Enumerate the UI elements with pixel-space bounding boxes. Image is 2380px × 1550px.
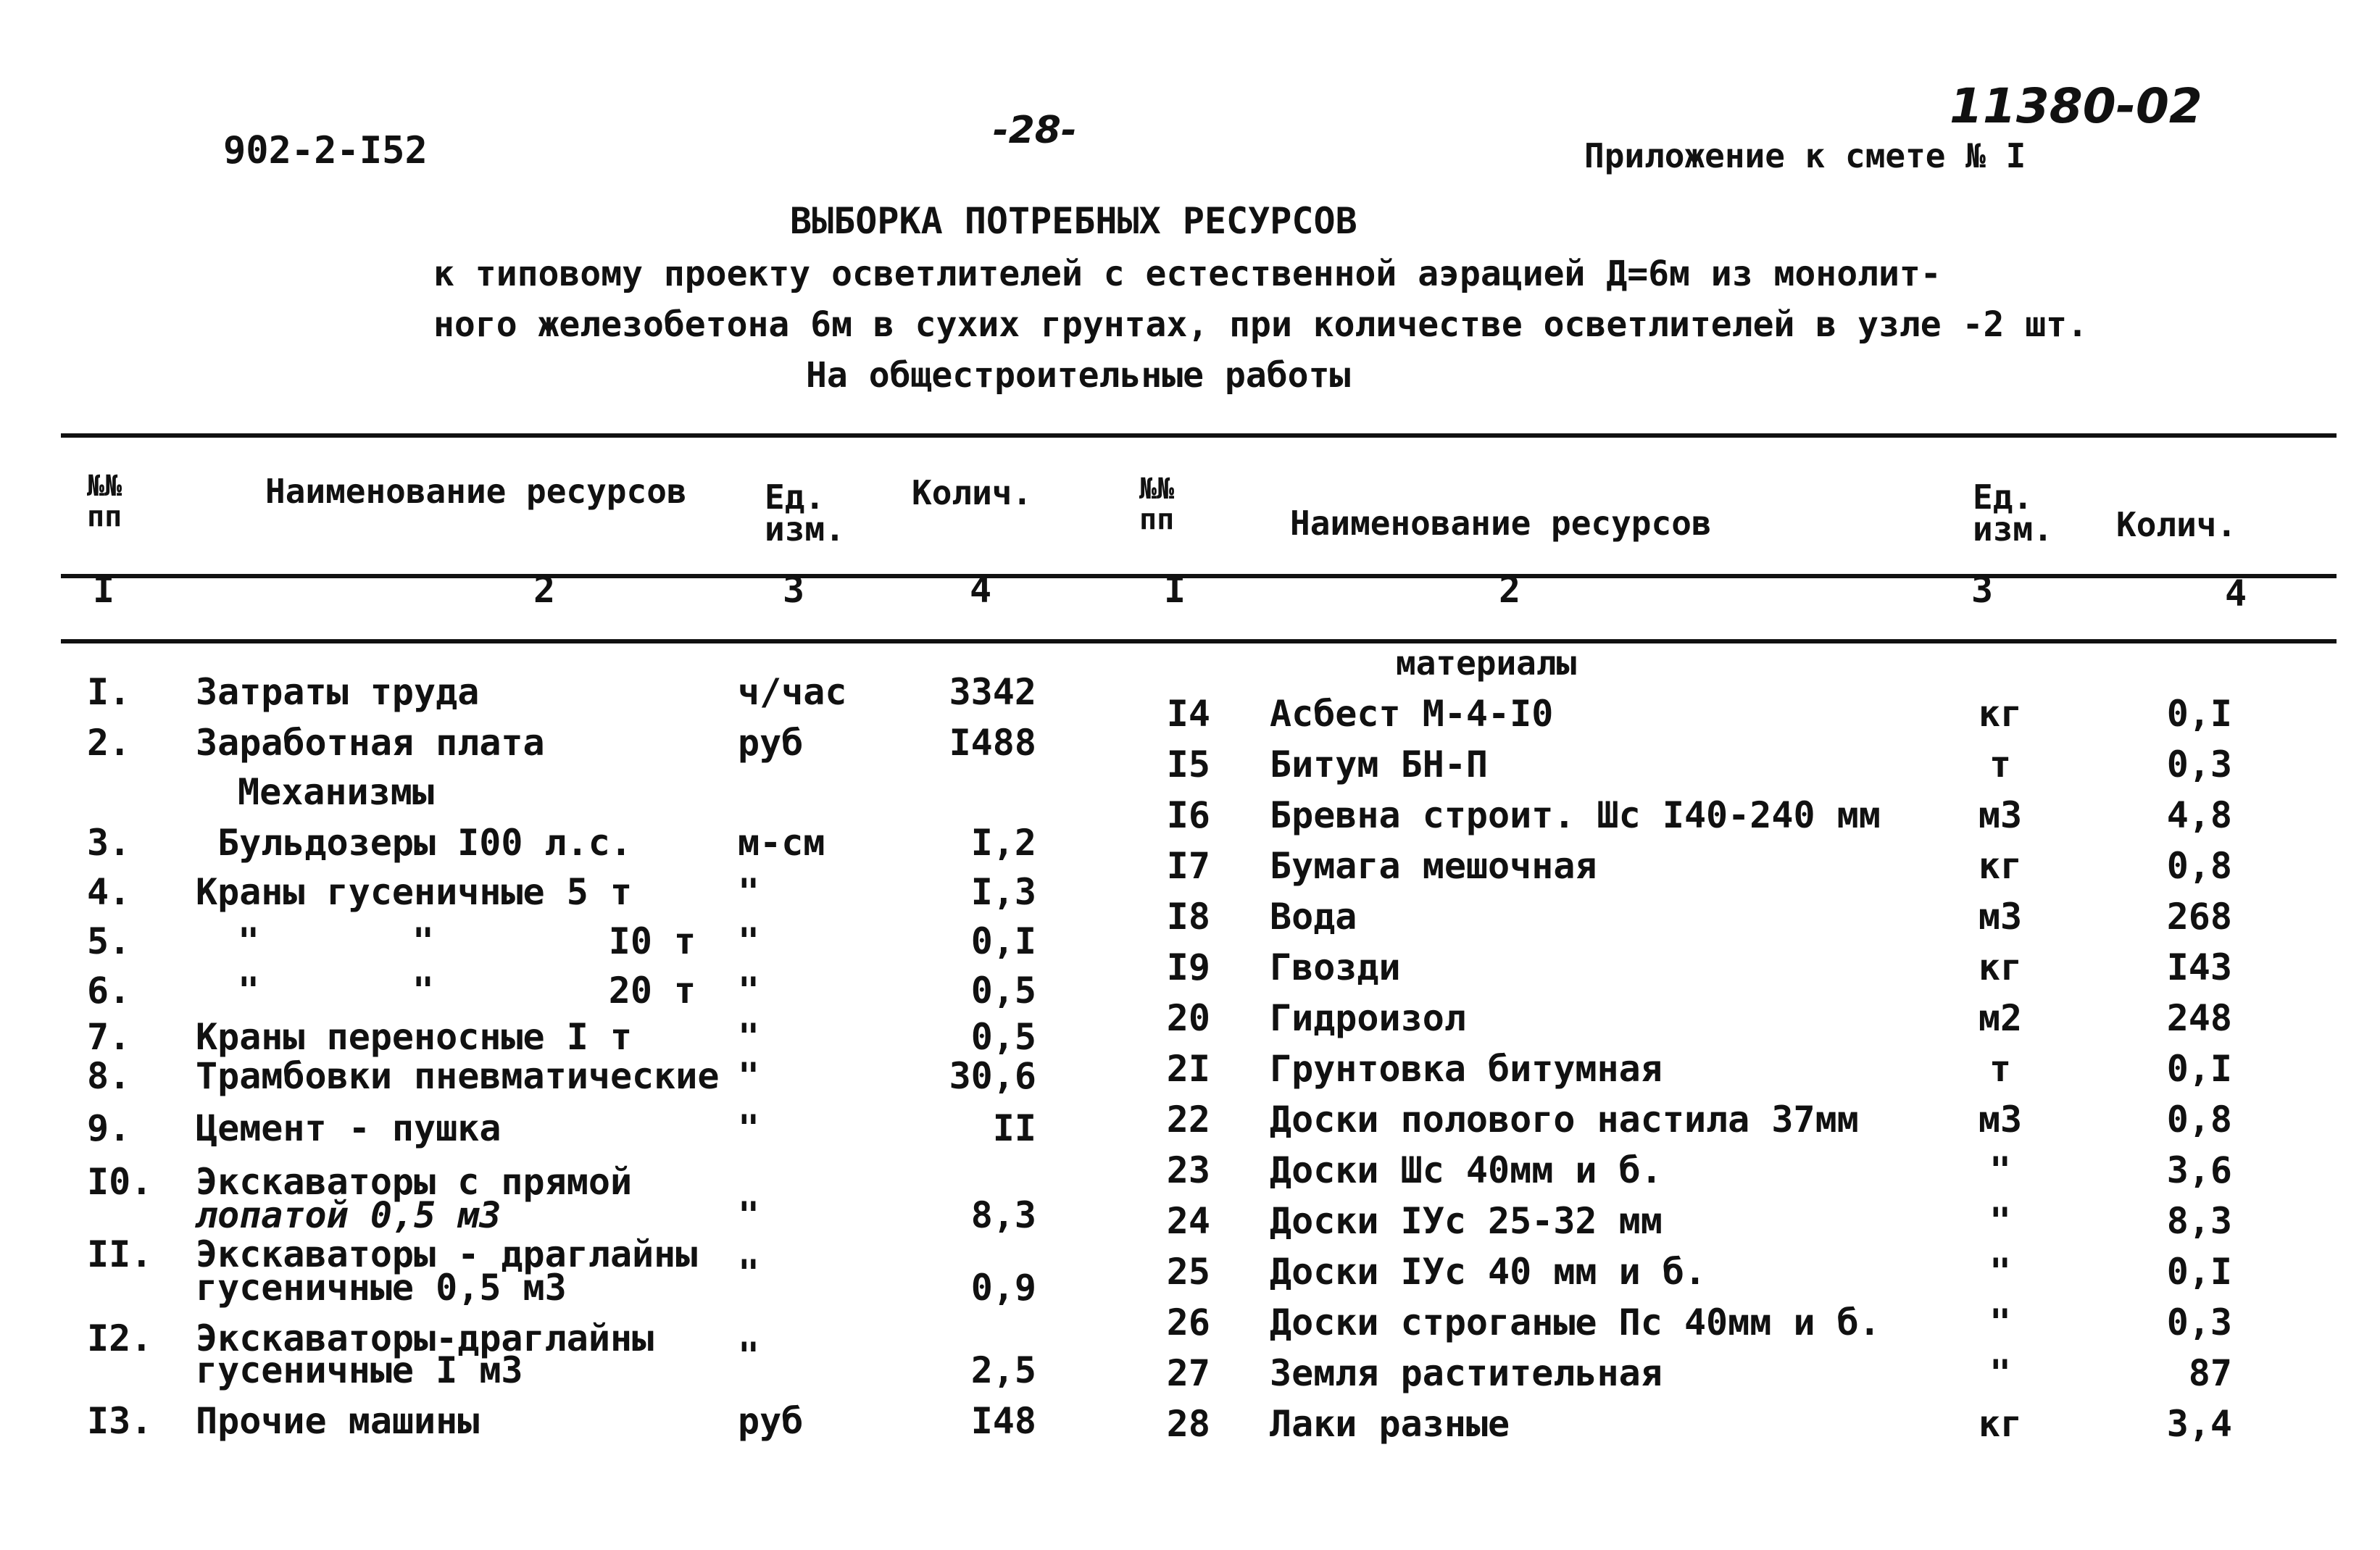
right-unit-header: Ед. изм.	[1973, 478, 2053, 549]
resource-name: " " I0 т	[238, 920, 696, 962]
row-number: 2.	[87, 722, 131, 764]
handwritten-stamp: 11380-02	[1950, 78, 2202, 134]
row-number: 24	[1166, 1200, 1210, 1242]
table-top-rule	[61, 433, 2337, 438]
resource-name: Бумага мешочная	[1270, 845, 1597, 887]
quantity: 0,I	[970, 920, 1036, 962]
unit: "	[1989, 1149, 2012, 1191]
col-number-left-4: 4	[970, 569, 992, 611]
unit: руб	[738, 722, 804, 764]
unit: кг	[1978, 946, 2023, 988]
col-number-right-4: 4	[2225, 572, 2247, 614]
row-number: 23	[1166, 1149, 1210, 1191]
col-number-right-1: I	[1164, 569, 1186, 611]
resource-name-cont: лопатой 0,5 м3	[196, 1194, 502, 1236]
unit: "	[738, 1335, 760, 1377]
quantity: 3,4	[2166, 1403, 2232, 1445]
resource-name: Бульдозеры I00 л.с.	[217, 822, 632, 864]
resource-name: Доски Шс 40мм и б.	[1270, 1149, 1663, 1191]
unit: "	[738, 1016, 760, 1058]
row-number: I2.	[87, 1317, 153, 1359]
quantity: 3,6	[2166, 1149, 2232, 1191]
quantity: II	[992, 1107, 1036, 1149]
section-heading: Механизмы	[238, 771, 434, 813]
quantity: 0,I	[2166, 1251, 2232, 1293]
row-number: I.	[87, 671, 131, 713]
row-number: 2I	[1166, 1048, 1210, 1090]
quantity: 8,3	[2166, 1200, 2232, 1242]
row-number: 3.	[87, 822, 131, 864]
unit: "	[1989, 1301, 2012, 1343]
subtitle-line-3: На общестроительные работы	[806, 355, 1351, 396]
resource-name: Бревна строит. Шс I40-240 мм	[1270, 794, 1881, 836]
quantity: 248	[2166, 997, 2232, 1039]
quantity: 30,6	[949, 1055, 1036, 1097]
row-number: I7	[1166, 845, 1210, 887]
page-number: -28-	[993, 109, 1077, 152]
row-number: I3.	[87, 1400, 153, 1442]
subtitle-line-2: ного железобетона 6м в сухих грунтах, при количестве осветлителей в узле -2 шт.	[433, 304, 2088, 345]
row-number: 26	[1166, 1301, 1210, 1343]
unit: руб	[738, 1400, 804, 1442]
quantity: 0,I	[2166, 1048, 2232, 1090]
resource-name: Доски IУс 40 мм и б.	[1270, 1251, 1707, 1293]
row-number: 7.	[87, 1016, 131, 1058]
unit: т	[1989, 743, 2012, 786]
resource-name: Грунтовка битумная	[1270, 1048, 1663, 1090]
unit: кг	[1978, 845, 2023, 887]
quantity: 87	[2188, 1352, 2232, 1394]
unit: м-см	[738, 822, 825, 864]
row-number: I6	[1166, 794, 1210, 836]
resource-name: Затраты труда	[196, 671, 480, 713]
resource-name: Краны переносные I т	[196, 1016, 633, 1058]
unit: "	[1989, 1352, 2012, 1394]
quantity: 3342	[949, 671, 1036, 713]
resource-name: Доски полового настила 37мм	[1270, 1099, 1859, 1141]
resource-name-cont: гусеничные 0,5 м3	[196, 1267, 567, 1309]
row-number: I9	[1166, 946, 1210, 988]
right-name-header: Наименование ресурсов	[1290, 504, 1712, 543]
quantity: 2,5	[970, 1349, 1036, 1391]
appendix-label: Приложение к смете № I	[1584, 136, 2026, 175]
subtitle-line-1: к типовому проекту осветлителей с естественной аэрацией Д=6м из монолит-	[433, 254, 1942, 294]
resource-name: Прочие машины	[196, 1400, 480, 1442]
row-number: 27	[1166, 1352, 1210, 1394]
quantity: 0,8	[2166, 845, 2232, 887]
right-qty-header: Колич.	[2116, 505, 2237, 544]
unit: ч/час	[738, 671, 847, 713]
resource-name-cont: гусеничные I м3	[196, 1349, 523, 1391]
quantity: 268	[2166, 896, 2232, 938]
row-number: II.	[87, 1233, 153, 1275]
unit: "	[1989, 1251, 2012, 1293]
quantity: 0,5	[970, 970, 1036, 1012]
col-number-left-2: 2	[533, 569, 556, 611]
resource-name: Земля растительная	[1270, 1352, 1663, 1394]
left-unit-header: Ед. изм.	[765, 478, 845, 549]
row-number: 5.	[87, 920, 131, 962]
resource-name: Трамбовки пневматические	[196, 1055, 720, 1097]
row-number: 6.	[87, 970, 131, 1012]
resource-name: Доски IУс 25-32 мм	[1270, 1200, 1663, 1242]
quantity: 0,I	[2166, 693, 2232, 735]
resource-name: Вода	[1270, 896, 1357, 938]
col-number-left-3: 3	[783, 569, 805, 611]
unit: "	[738, 1252, 760, 1294]
quantity: I,2	[970, 822, 1036, 864]
quantity: 4,8	[2166, 794, 2232, 836]
resource-name: Экскаваторы с прямой	[196, 1161, 633, 1203]
document-code: 902-2-I52	[223, 129, 428, 172]
col-number-right-2: 2	[1499, 569, 1521, 611]
section-heading: материалы	[1396, 643, 1577, 683]
row-number: 28	[1166, 1403, 1210, 1445]
unit: м3	[1978, 896, 2023, 938]
quantity: I43	[2166, 946, 2232, 988]
row-number: I0.	[87, 1161, 153, 1203]
unit: "	[738, 871, 760, 913]
row-number: 22	[1166, 1099, 1210, 1141]
row-number: 8.	[87, 1055, 131, 1097]
row-number: I5	[1166, 743, 1210, 786]
unit: м2	[1978, 997, 2023, 1039]
resource-name: Лаки разные	[1270, 1403, 1510, 1445]
left-name-header: Наименование ресурсов	[265, 472, 687, 511]
quantity: I,3	[970, 871, 1036, 913]
resource-name: Краны гусеничные 5 т	[196, 871, 633, 913]
column-number-rule	[61, 574, 2337, 578]
unit: "	[1989, 1200, 2012, 1242]
resource-name: Заработная плата	[196, 722, 545, 764]
resource-name: Гвозди	[1270, 946, 1401, 988]
unit: т	[1989, 1048, 2012, 1090]
unit: "	[738, 1107, 760, 1149]
row-number: 25	[1166, 1251, 1210, 1293]
quantity: 0,3	[2166, 1301, 2232, 1343]
header-bottom-rule	[61, 639, 2337, 643]
col-number-right-3: 3	[1971, 569, 1994, 611]
unit: "	[738, 1194, 760, 1236]
row-number: I4	[1166, 693, 1210, 735]
quantity: I488	[949, 722, 1036, 764]
unit: кг	[1978, 1403, 2023, 1445]
quantity: I48	[970, 1400, 1036, 1442]
quantity: 8,3	[970, 1194, 1036, 1236]
resource-name: Экскаваторы - драглайны	[196, 1233, 698, 1275]
right-num-header: №№ пп	[1139, 472, 1175, 536]
row-number: I8	[1166, 896, 1210, 938]
resource-name: Экскаваторы-драглайны	[196, 1317, 654, 1359]
quantity: 0,9	[970, 1267, 1036, 1309]
resource-name: Цемент - пушка	[196, 1107, 502, 1149]
left-qty-header: Колич.	[912, 473, 1033, 512]
unit: кг	[1978, 693, 2023, 735]
left-num-header: №№ пп	[87, 470, 122, 533]
unit: "	[738, 970, 760, 1012]
row-number: 20	[1166, 997, 1210, 1039]
col-number-left-1: I	[93, 569, 115, 611]
quantity: 0,3	[2166, 743, 2232, 786]
row-number: 4.	[87, 871, 131, 913]
resource-name: Асбест М-4-I0	[1270, 693, 1554, 735]
quantity: 0,8	[2166, 1099, 2232, 1141]
resource-name: " " 20 т	[238, 970, 696, 1012]
unit: "	[738, 1055, 760, 1097]
document-title: ВЫБОРКА ПОТРЕБНЫХ РЕСУРСОВ	[790, 200, 1357, 242]
resource-name: Гидроизол	[1270, 997, 1466, 1039]
resource-name: Доски строганые Пс 40мм и б.	[1270, 1301, 1881, 1343]
unit: "	[738, 920, 760, 962]
unit: м3	[1978, 794, 2023, 836]
quantity: 0,5	[970, 1016, 1036, 1058]
unit: м3	[1978, 1099, 2023, 1141]
resource-name: Битум БН-П	[1270, 743, 1489, 786]
row-number: 9.	[87, 1107, 131, 1149]
